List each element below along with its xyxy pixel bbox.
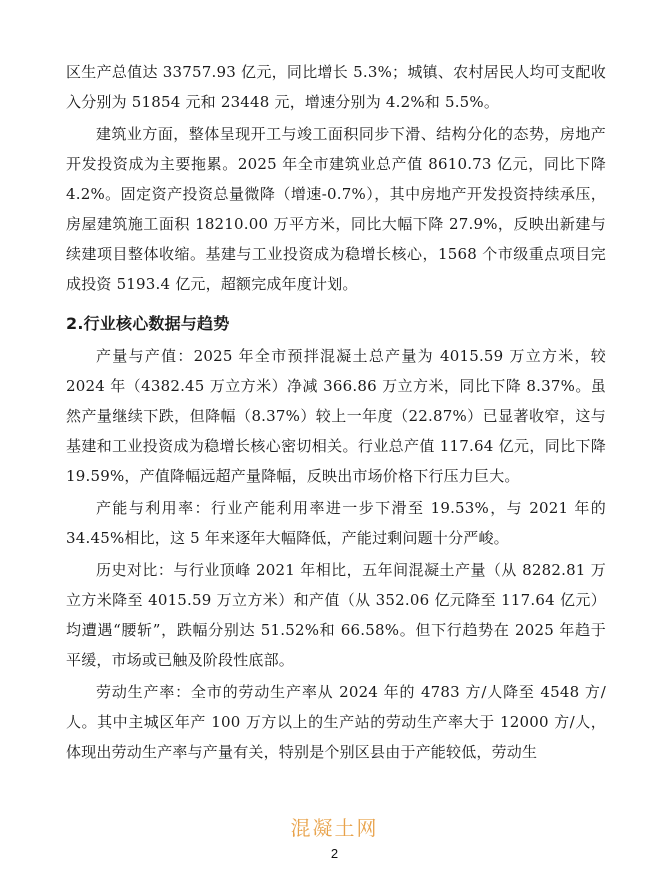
watermark-logo: 混凝土网 — [290, 816, 379, 840]
paragraph-productivity: 劳动生产率：全市的劳动生产率从 2024 年的 4783 方/人降至 4548 方/人。其中主城区年产 100 万方以上的生产站的劳动生产率大于 12000 方/人，体现出劳动生产率与产量有关，特别是个别区县由于产能较低，劳动生 — [66, 683, 606, 761]
paragraph-output-value: 产量与产值：2025 年全市预拌混凝土总产量为 4015.59 万立方米，较 2024 年（4382.45 万立方米）净减 366.86 万立方米，同比下降 8.37%。虽然产量继续下跌，但降幅（8.37%）较上一年度（22.87%）已显著收窄，这与基建和工业投资成为稳增长核心密切相关。行业总产值 117.64 亿元，同比下降 19.59%，产值降幅远超产量降幅，反映出市场价格下行压力巨大。 — [66, 347, 606, 485]
section-heading: 2.行业核心数据与趋势 — [66, 314, 230, 333]
page-content — [66, 57, 606, 769]
page-number: 2 — [330, 846, 339, 861]
paragraph-gdp: 区生产总值达 33757.93 亿元，同比增长 5.3%；城镇、农村居民人均可支配收入分别为 51854 元和 23448 元，增速分别为 4.2%和 5.5%。 — [66, 63, 606, 111]
paragraph-construction: 建筑业方面，整体呈现开工与竣工面积同步下滑、结构分化的态势，房地产开发投资成为主要拖累。2025 年全市建筑业总产值 8610.73 亿元，同比下降 4.2%。固定资产投资总量微降（增速-0.7%），其中房地产开发投资持续承压，房屋建筑施工面积 18210.00 万平方米，同比大幅下降 27.9%，反映出新建与续建项目整体收缩。基建与工业投资成为稳增长核心，1568 个市级重点项目完成投资 5193.4 亿元，超额完成年度计划。 — [66, 125, 606, 293]
paragraph-history: 历史对比：与行业顶峰 2021 年相比，五年间混凝土产量（从 8282.81 万立方米降至 4015.59 万立方米）和产值（从 352.06 亿元降至 117.64 亿元）均遭遇“腰斩”，跌幅分别达 51.52%和 66.58%。但下行趋势在 2025 年趋于平缓，市场或已触及阶段性底部。 — [66, 561, 606, 669]
paragraph-capacity: 产能与利用率：行业产能利用率进一步下滑至 19.53%，与 2021 年的 34.45%相比，这 5 年来逐年大幅降低，产能过剩问题十分严峻。 — [66, 499, 606, 547]
